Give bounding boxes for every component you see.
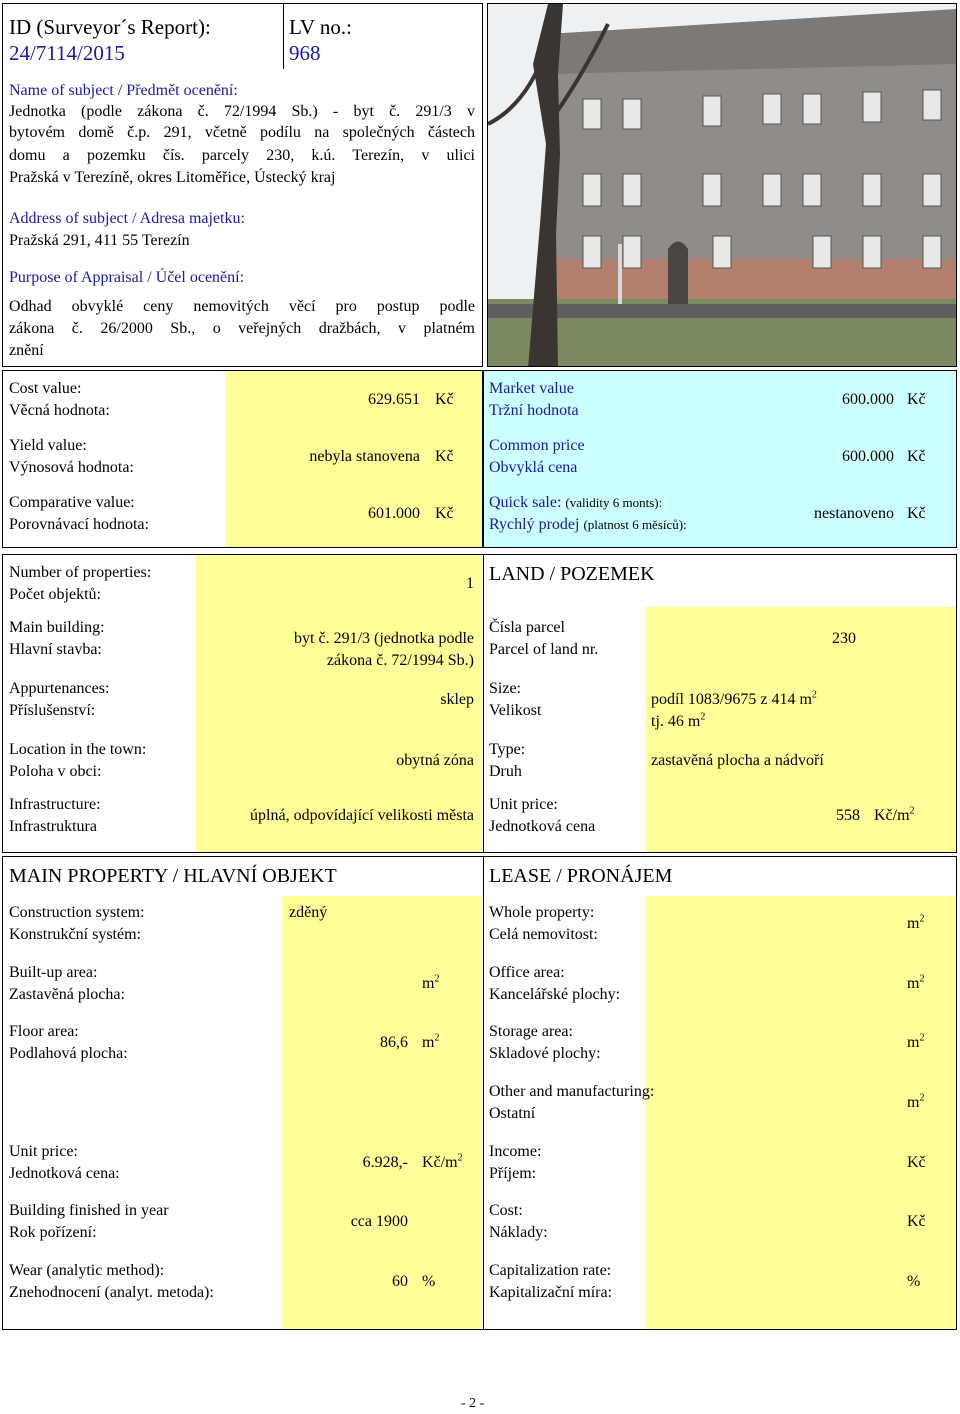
quick-sale-unit: Kč [907,505,926,522]
whole-property-label-cz: Celá nemovitost: [489,926,598,943]
cap-rate-unit: % [907,1273,921,1290]
cap-rate-label-cz: Kapitalizační míra: [489,1284,613,1301]
main-building-value-1: byt č. 291/3 (jednotka podle [294,630,474,647]
office-area-unit-text: m [907,975,920,992]
land-size-label: Size: [489,680,521,697]
quick-sale-label-cz [489,514,687,536]
cost-value-unit: Kč [435,391,454,408]
infrastructure-value: úplná, odpovídající velikosti města [250,807,474,824]
yield-value-label: Yield value: [9,437,87,454]
id-label: ID (Surveyor´s Report): [9,15,211,39]
purpose-line-3: znění [9,342,44,359]
comparative-value-label-cz: Porovnávací hodnota: [9,516,149,533]
land-unit-price-label-cz: Jednotková cena [489,818,596,835]
comparative-value-unit: Kč [435,505,454,522]
built-year-label: Building finished in year [9,1202,169,1219]
income-unit: Kč [907,1154,926,1171]
wear-value: 60 [392,1273,408,1290]
market-value: 600.000 [842,391,894,408]
construction-label: Construction system: [9,904,145,921]
office-area-label-cz: Kancelářské plochy: [489,986,621,1003]
built-up-label-cz: Zastavěná plocha: [9,986,125,1003]
parcel-label-en: Parcel of land nr. [489,641,599,658]
built-year-label-cz: Rok pořízení: [9,1224,97,1241]
office-area-unit [907,973,924,995]
quick-sale-label-main: Quick sale: [489,494,562,511]
whole-property-unit [907,913,924,935]
number-of-properties-label-cz: Počet objektů: [9,586,101,603]
appurtenances-label: Appurtenances: [9,680,110,697]
storage-area-unit [907,1032,924,1054]
land-size-value-1 [651,689,817,711]
name-of-subject-title: Name of subject / Předmět ocenění: [9,82,238,99]
common-price-value: 600.000 [842,448,894,465]
purpose-title: Purpose of Appraisal / Účel ocenění: [9,269,245,286]
construction-label-cz: Konstrukční systém: [9,926,141,943]
floor-area-value: 86,6 [380,1034,408,1051]
whole-property-label: Whole property: [489,904,595,921]
infrastructure-label: Infrastructure: [9,796,101,813]
superscript-2: 2 [434,1032,440,1044]
building-illustration [488,4,957,367]
main-building-value-2: zákona č. 72/1994 Sb.) [326,652,474,669]
land-unit-price-label: Unit price: [489,796,558,813]
address-value: Pražská 291, 411 55 Terezín [9,232,190,249]
purpose-line-1: Odhad obvyklé ceny nemovitých věcí pro postup podle [9,298,475,315]
properties-divider [483,554,484,853]
land-type-value: zastavěná plocha a nádvoří [651,752,824,769]
address-title: Address of subject / Adresa majetku: [9,210,245,227]
land-unit-price-value: 558 [836,807,860,824]
purpose-line-2: zákona č. 26/2000 Sb., o veřejných dražbách, v platném [9,320,475,337]
unit-price-unit [422,1152,463,1174]
cost-value: 629.651 [368,391,420,408]
page-number: - 2 - [461,1396,485,1411]
built-up-label: Built-up area: [9,964,98,981]
other-area-unit-text: m [907,1094,920,1111]
appurtenances-label-cz: Příslušenství: [9,702,96,719]
cost-label: Cost: [489,1202,523,1219]
lv-value: 968 [289,41,321,65]
built-up-unit-text: m [422,975,435,992]
storage-area-label-cz: Skladové plochy: [489,1045,601,1062]
superscript-2: 2 [919,913,925,925]
built-year-value: cca 1900 [350,1213,408,1230]
main-building-label: Main building: [9,619,105,636]
common-price-label: Common price [489,437,585,454]
floor-area-label: Floor area: [9,1023,79,1040]
location-label-cz: Poloha v obci: [9,763,102,780]
land-size-area: tj. 46 m [651,713,701,730]
unit-price-unit-text: Kč/m [422,1154,458,1171]
income-label-cz: Příjem: [489,1165,537,1182]
market-value-unit: Kč [907,391,926,408]
built-up-unit [422,973,439,995]
storage-area-unit-text: m [907,1034,920,1051]
office-area-label: Office area: [489,964,565,981]
market-value-label: Market value [489,380,574,397]
superscript-2: 2 [919,1032,925,1044]
superscript-2: 2 [909,805,915,817]
land-title: LAND / POZEMEK [489,563,655,585]
superscript-2: 2 [919,973,925,985]
land-size-value-2 [651,711,705,733]
floor-area-unit [422,1032,439,1054]
infrastructure-label-cz: Infrastruktura [9,818,97,835]
location-value: obytná zóna [396,752,474,769]
common-price-label-cz: Obvyklá cena [489,459,578,476]
number-of-properties-value: 1 [466,575,474,592]
unit-price-label: Unit price: [9,1143,78,1160]
building-photo [487,3,957,367]
superscript-2: 2 [811,689,817,701]
superscript-2: 2 [919,1092,925,1104]
id-value: 24/7114/2015 [9,41,125,65]
comparative-value: 601.000 [368,505,420,522]
main-property-yellow [282,896,482,1329]
other-area-label-cz: Ostatní [489,1105,536,1122]
header-divider [283,3,284,69]
superscript-2: 2 [700,711,706,723]
main-property-divider [483,856,484,1330]
subject-line-3: domu a pozemku čís. parcely 230, k.ú. Terezín, v ulici [9,147,475,164]
location-label: Location in the town: [9,741,147,758]
number-of-properties-label: Number of properties: [9,564,152,581]
quick-sale-label-note: (validity 6 monts): [565,495,663,510]
income-label: Income: [489,1143,542,1160]
subject-line-4: Pražská v Terezíně, okres Litoměřice, Ústecký kraj [9,169,336,186]
land-unit-price-unit-text: Kč/m [874,807,910,824]
appurtenances-value: sklep [440,691,474,708]
land-unit-price-unit [874,805,915,827]
storage-area-label: Storage area: [489,1023,573,1040]
common-price-unit: Kč [907,448,926,465]
land-type-label: Type: [489,741,526,758]
yield-value: nebyla stanovena [309,448,420,465]
cost-unit: Kč [907,1213,926,1230]
superscript-2: 2 [457,1152,463,1164]
yield-value-label-cz: Výnosová hodnota: [9,459,134,476]
cost-value-label-cz: Věcná hodnota: [9,402,110,419]
construction-value: zděný [289,904,328,921]
cap-rate-label: Capitalization rate: [489,1262,612,1279]
cost-label-cz: Náklady: [489,1224,548,1241]
wear-unit: % [422,1273,436,1290]
other-area-label: Other and manufacturing: [489,1083,655,1100]
floor-area-label-cz: Podlahová plocha: [9,1045,128,1062]
yield-value-unit: Kč [435,448,454,465]
parcel-value: 230 [832,630,856,647]
unit-price-label-cz: Jednotková cena: [9,1165,120,1182]
cost-value-label: Cost value: [9,380,82,397]
land-type-label-cz: Druh [489,763,522,780]
subject-line-1: Jednotka (podle zákona č. 72/1994 Sb.) - byt č. 291/3 v [9,103,475,120]
comparative-value-label: Comparative value: [9,494,135,511]
unit-price-value: 6.928,- [362,1154,408,1171]
quick-sale-label-cz-note: (platnost 6 měsíců): [583,517,687,532]
land-size-label-cz: Velikost [489,702,542,719]
subject-line-2: bytovém domě č.p. 291, včetně podílu na společných částech [9,124,475,141]
quick-sale-label-cz-main: Rychlý prodej [489,516,580,533]
market-value-label-cz: Tržní hodnota [489,402,579,419]
lv-label: LV no.: [289,15,353,39]
lease-title: LEASE / PRONÁJEM [489,865,673,887]
quick-sale-label [489,492,662,514]
floor-area-unit-text: m [422,1034,435,1051]
main-building-label-cz: Hlavní stavba: [9,641,102,658]
other-area-unit [907,1092,924,1114]
quick-sale-value: nestanoveno [814,505,894,522]
parcel-label: Čísla parcel [489,619,565,636]
whole-property-unit-text: m [907,915,920,932]
wear-label: Wear (analytic method): [9,1262,165,1279]
superscript-2: 2 [434,973,440,985]
land-size-share: podíl 1083/9675 z 414 m [651,691,812,708]
main-property-title: MAIN PROPERTY / HLAVNÍ OBJEKT [9,865,337,887]
wear-label-cz: Znehodnocení (analyt. metoda): [9,1284,214,1301]
